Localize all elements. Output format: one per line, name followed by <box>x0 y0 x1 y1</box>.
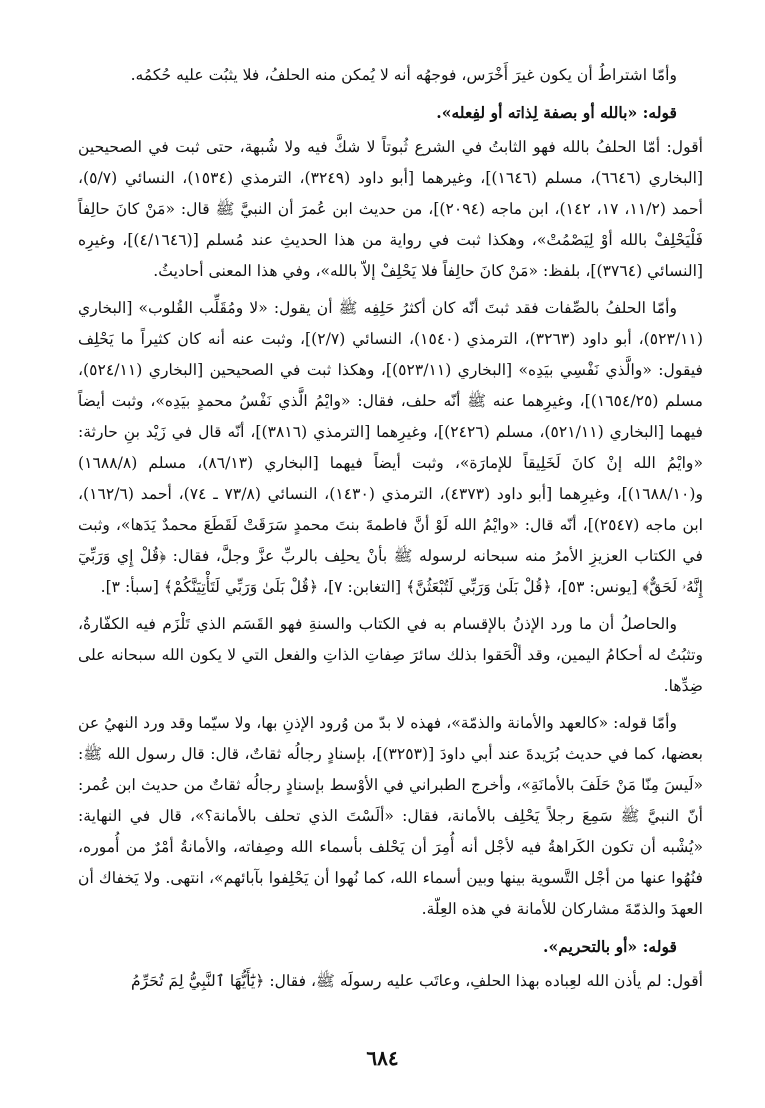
paragraph: أقول: لم يأذن الله لعِباده بهذا الحلفِ، وعاتَب عليه رسولَه ﷺ، فقال: ﴿يَٰٓأَيُّهَا ٱلنَّبِيُّ لِمَ تُحَرِّمُ <box>130 972 703 990</box>
page-number: ٦٨٤ <box>366 1046 399 1070</box>
paragraph: أقول: أمّا الحلفُ بالله فهو الثابتُ في الشرع ثُبوتاً لا شكَّ فيه ولا شُبهة، حتى ثبت في الصحيحين [البخاري (٦٦٤٦)، مسلم (١٦٤٦)]، وغيرهما [أبو داود (٣٢٤٩)، الترمذي (١٥٣٤)، النسائي (٥/٧)، أحمد (١١/٢، ١٧، ١٤٢)، ابن ماجه (٢٠٩٤)]، من حديث ابن عُمرَ أن النبيَّ ﷺ قال: «مَنْ كانَ حالِفاً فَلْيَحْلِفْ بالله أوْ لِيَصْمُتْ»، وهكذا ثبت في رواية من هذا الحديثِ عند مُسلم [(٤/١٦٤٦)]، وغيرِه [النسائي (٣٧٦٤)]، بلفظ: «مَنْ كانَ حالِفاً فلا يَحْلِفْ إلاّ بالله»، وفي هذا المعنى أحاديثُ. <box>78 138 703 280</box>
paragraph: وأمّا اشتراطُ أن يكون غيرَ أَخْرَس، فوجهُه أنه لا يُمكن منه الحلفُ، فلا يثبُت عليه حُكمُه. <box>130 66 677 84</box>
section-heading: قوله: «بالله أو بصفة لِذاته أو لفِعله». <box>436 103 677 122</box>
paragraph: وأمّا الحلفُ بالصِّفات فقد ثبتَ أنّه كان أكثرُ حَلِفِه ﷺ أن يقول: «لا ومُقَلِّب القُلوب» [البخاري (٥٢٣/١١)، أبو داود (٣٢٦٣)، الترمذي (١٥٤٠)، النسائي (٢/٧)]، وثبت عنه أنه كان كثيراً ما يَحْلِف فيقول: «والَّذي نَفْسِي بيَدِه» [البخاري (٥٢٣/١١)]، وهكذا ثبت في الصحيحين [البخاري (٥٢٤/١١)، مسلم (١٦٥٤/٢٥)]، وغيرِهما عنه ﷺ أنّه حلف، فقال: «وايْمُ الَّذي نَفْسُ محمدٍ بيَدِه»، وثبت أيضاً فيهما [البخاري (٥٢١/١١)، مسلم (٢٤٢٦)]، وغيرِهما [الترمذي (٣٨١٦)]، أنّه قال في زَيْد بنِ حارثة: «وايْمُ الله إنْ كانَ لَخَلِيقاً للإمارَة»، وثبت أيضاً فيهما [البخاري (٨٦/١٣)، مسلم (١٦٨٨/٨) و(١٦٨٨/١٠)]، وغيرِهما [أبو داود (٤٣٧٣)، الترمذي (١٤٣٠)، النسائي (٧٣/٨ ـ ٧٤)، أحمد (١٦٢/٦)، ابن ماجه (٢٥٤٧)]، أنّه قال: «وايْمُ الله لَوْ أنَّ فاطمةَ بنتَ محمدٍ سَرَقَتْ لَقَطَعَ محمدٌ يَدَها»، وثبت في الكتاب العزيزِ الأمرُ منه سبحانه لرسوله ﷺ بأنْ يحلِف بالربِّ عزَّ وجلَّ، فقال: ﴿قُلْ إِي وَرَبِّيٓ إِنَّهُۥ لَحَقٌّ﴾ [يونس: ٥٣]، ﴿قُلْ بَلَىٰ وَرَبِّي لَتُبْعَثُنَّ﴾ [التغابن: ٧]، ﴿قُلْ بَلَىٰ وَرَبِّي لَتَأْتِيَنَّكُمْ﴾ [سبأ: ٣]. <box>78 299 703 596</box>
paragraph: وأمّا قوله: «كالعهد والأمانة والذمّة»، فهذه لا بدّ من وُرود الإذنِ بها، ولا سيّما وقد ورد النهيُ عن بعضها، كما في حديث بُرَيدةَ عند أبي داودَ [(٣٢٥٣)]، بإسنادٍ رجالُه ثقاتٌ، قال: قال رسول الله ﷺ: «لَيسَ مِنّا مَنْ حَلَفَ بالأمانَةِ»، وأخرج الطبراني في الأوْسط بإسنادٍ رجالُه ثقاتٌ من حديث ابن عُمر: أنّ النبيَّ ﷺ سَمِعَ رجلاً يَحْلِف بالأمانة، فقال: «ألَسْتَ الذي تحلف بالأمانة؟»، قال في النهاية: «يُشْبه أن تكون الكَراهةُ فيه لأجْل أنه أُمِرَ أن يَحْلف بأسماء الله وصِفاته، والأمانةُ أمْرٌ من أُموره، فنُهُوا عنها من أجْل التَّسوية بينها وبين أسماء الله، كما نُهوا أن يَحْلِفوا بآبائهم»، انتهى. ولا يَخفاك أن العهدَ والذمّةَ مشاركان للأمانة في هذه العِلّة. <box>78 714 703 918</box>
paragraph: والحاصلُ أن ما ورد الإذنُ بالإقسام به في الكتاب والسنةِ فهو القَسَم الذي تَلْزَم فيه الكفّارةُ، وتثبُتُ له أحكامُ اليمين، وقد ألْحَقوا بذلك سائرَ صِفاتِ الذاتِ والفعل التي لا يكون الله سبحانه على ضِدِّها. <box>78 615 703 695</box>
section-heading: قوله: «أو بالتحريم». <box>543 937 677 956</box>
page-body <box>78 60 703 997</box>
